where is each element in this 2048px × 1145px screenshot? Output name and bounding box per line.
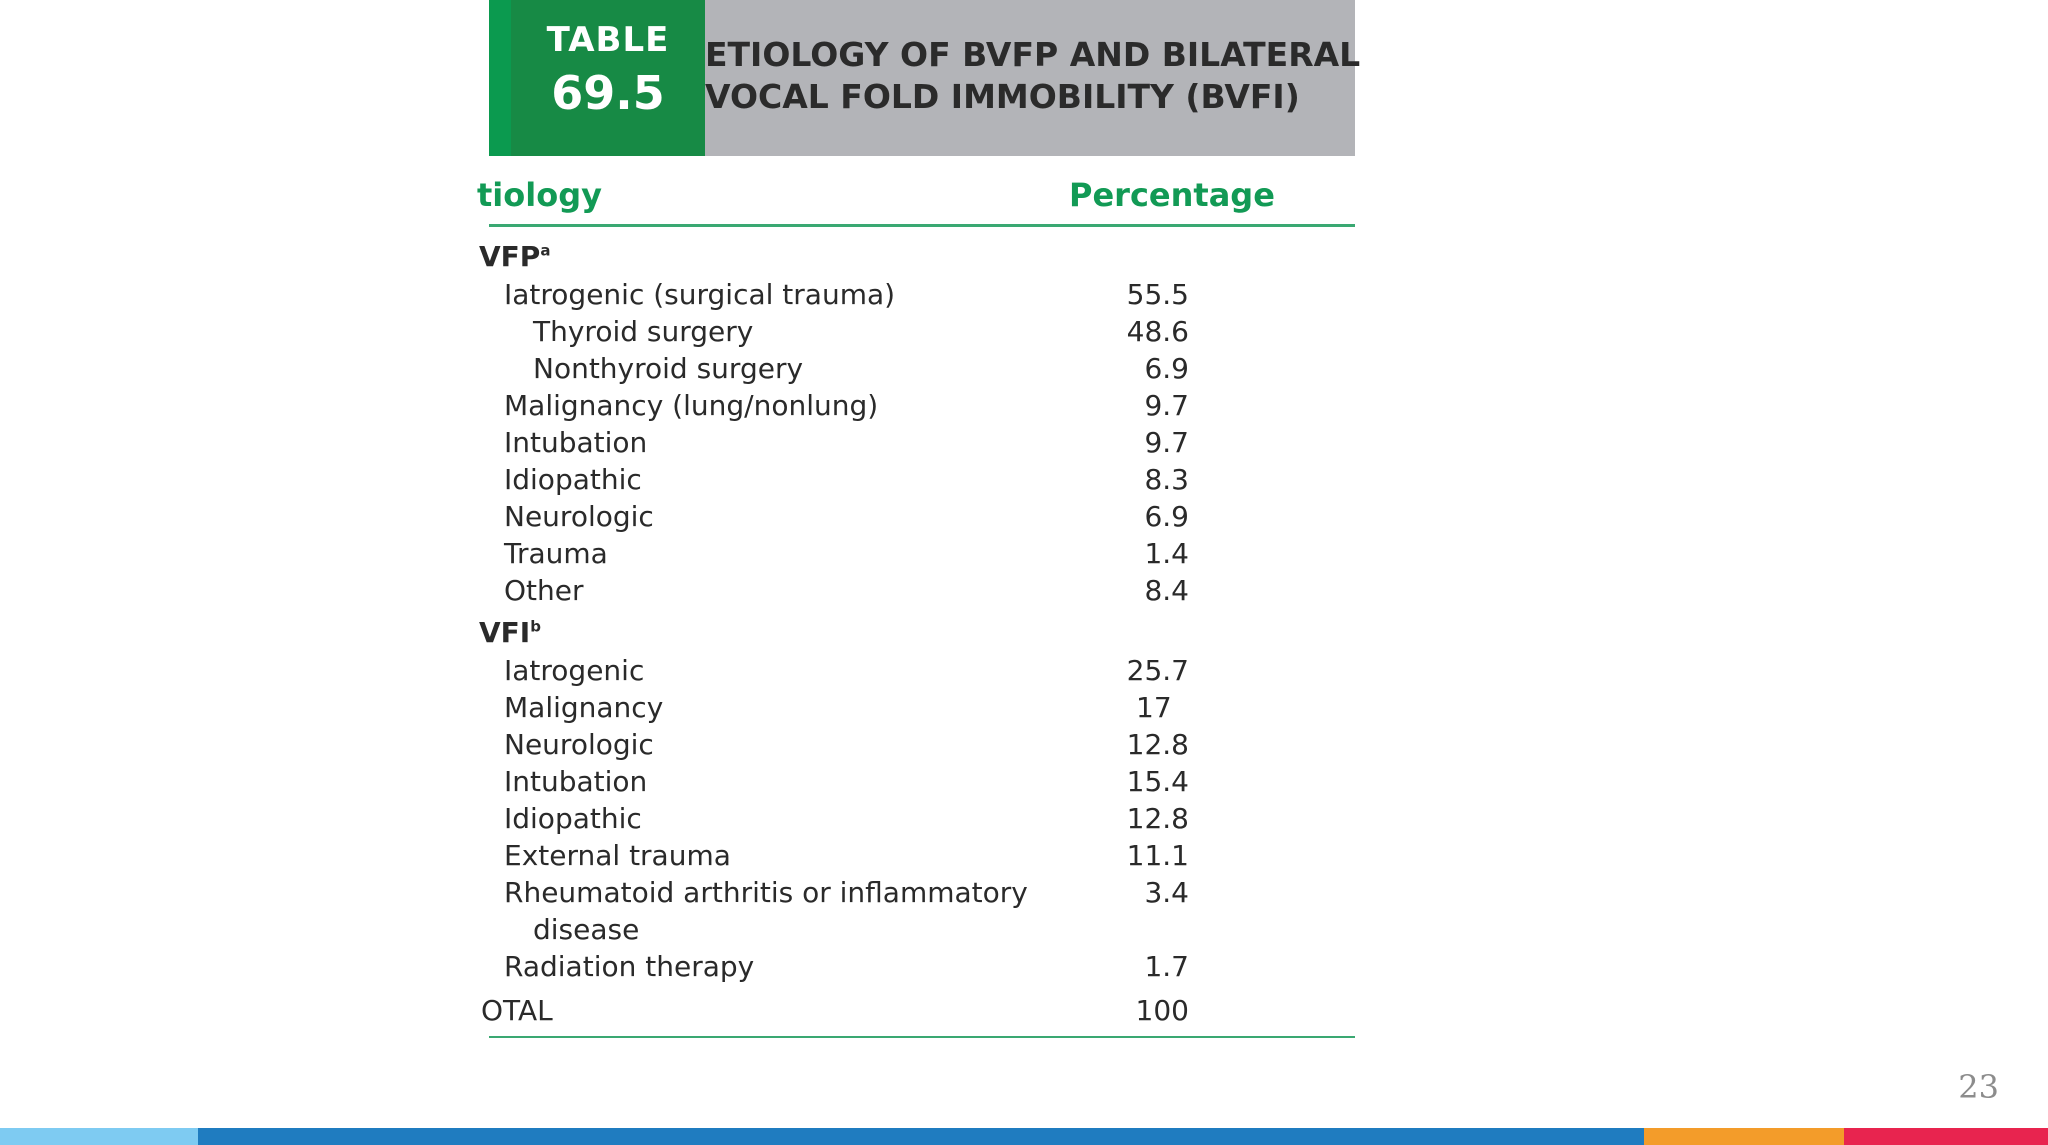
column-header-percentage: Percentage: [1069, 176, 1275, 214]
row-label: Iatrogenic: [504, 654, 645, 687]
table-label: TABLE: [546, 20, 670, 60]
row-label: Nonthyroid surgery: [533, 352, 804, 385]
group-label: VFP: [479, 240, 541, 273]
table-row: [489, 574, 1355, 611]
row-label: Malignancy: [504, 691, 664, 724]
table-row: [489, 352, 1355, 389]
table-row: [489, 950, 1355, 987]
row-label: Other: [504, 574, 584, 607]
row-label: disease: [533, 913, 640, 946]
row-value: 48.6: [1126, 315, 1189, 348]
footer-segment-red: [1844, 1128, 2048, 1145]
row-label: Trauma: [504, 537, 608, 570]
table-title-line-2: VOCAL FOLD IMMOBILITY (BVFI): [705, 77, 1300, 116]
footer-segment-orange: [1644, 1128, 1844, 1145]
table-row: [489, 500, 1355, 537]
footer-color-bar: [0, 1128, 2048, 1145]
table-row: [489, 463, 1355, 500]
group-label: VFI: [479, 616, 531, 649]
table-row: [489, 426, 1355, 463]
footer-rule: [489, 1036, 1355, 1038]
table-row: [489, 537, 1355, 574]
table-row: [489, 278, 1355, 315]
table-row: [489, 315, 1355, 352]
row-value: 55.5: [1126, 278, 1189, 311]
total-label: OTAL: [481, 994, 553, 1027]
row-value: 6.9: [1144, 352, 1189, 385]
total-row: [481, 994, 1355, 1031]
footer-segment-blue: [198, 1128, 1644, 1145]
row-value: 9.7: [1144, 389, 1189, 422]
table-row: [489, 839, 1355, 876]
table-row: [489, 654, 1355, 691]
row-label: Thyroid surgery: [533, 315, 754, 348]
table-number: 69.5: [551, 66, 665, 120]
row-value: 8.3: [1144, 463, 1189, 496]
group-row: [479, 240, 1355, 277]
table-title-line-1: ETIOLOGY OF BVFP AND BILATERAL: [705, 35, 1361, 74]
row-label: Rheumatoid arthritis or inflammatory: [504, 876, 1028, 909]
footnote-marker: a: [540, 241, 551, 260]
table-row: [489, 765, 1355, 802]
row-label: Malignancy (lung/nonlung): [504, 389, 879, 422]
row-value: 9.7: [1144, 426, 1189, 459]
row-label: Idiopathic: [504, 463, 642, 496]
table-row: [489, 728, 1355, 765]
row-value: 12.8: [1126, 728, 1189, 761]
table-body: [479, 0, 1361, 1040]
table-row: [489, 691, 1355, 728]
total-value: 100: [1135, 994, 1189, 1027]
group-row: [479, 616, 1355, 653]
row-value: 8.4: [1144, 574, 1189, 607]
row-label: Idiopathic: [504, 802, 642, 835]
footnote-marker: b: [530, 617, 541, 636]
row-value: 17: [1136, 691, 1172, 724]
row-value: 11.1: [1126, 839, 1189, 872]
row-value: 6.9: [1144, 500, 1189, 533]
row-label: Iatrogenic (surgical trauma): [504, 278, 896, 311]
row-value: 12.8: [1126, 802, 1189, 835]
footer-segment-light-blue: [0, 1128, 198, 1145]
page-number: 23: [1958, 1068, 1999, 1106]
table-row: [489, 389, 1355, 426]
table-row: [489, 802, 1355, 839]
row-value: 1.4: [1144, 537, 1189, 570]
table-row: [489, 913, 1355, 950]
table-row: [489, 876, 1355, 913]
row-value: 25.7: [1126, 654, 1189, 687]
row-label: Radiation therapy: [504, 950, 755, 983]
row-label: Neurologic: [504, 728, 654, 761]
row-value: 1.7: [1144, 950, 1189, 983]
row-label: Intubation: [504, 765, 648, 798]
row-label: External trauma: [504, 839, 731, 872]
row-label: Neurologic: [504, 500, 654, 533]
row-value: 15.4: [1126, 765, 1189, 798]
column-header-etiology: tiology: [477, 176, 602, 214]
table-figure: [477, 0, 1361, 1040]
row-label: Intubation: [504, 426, 648, 459]
row-value: 3.4: [1144, 876, 1189, 909]
